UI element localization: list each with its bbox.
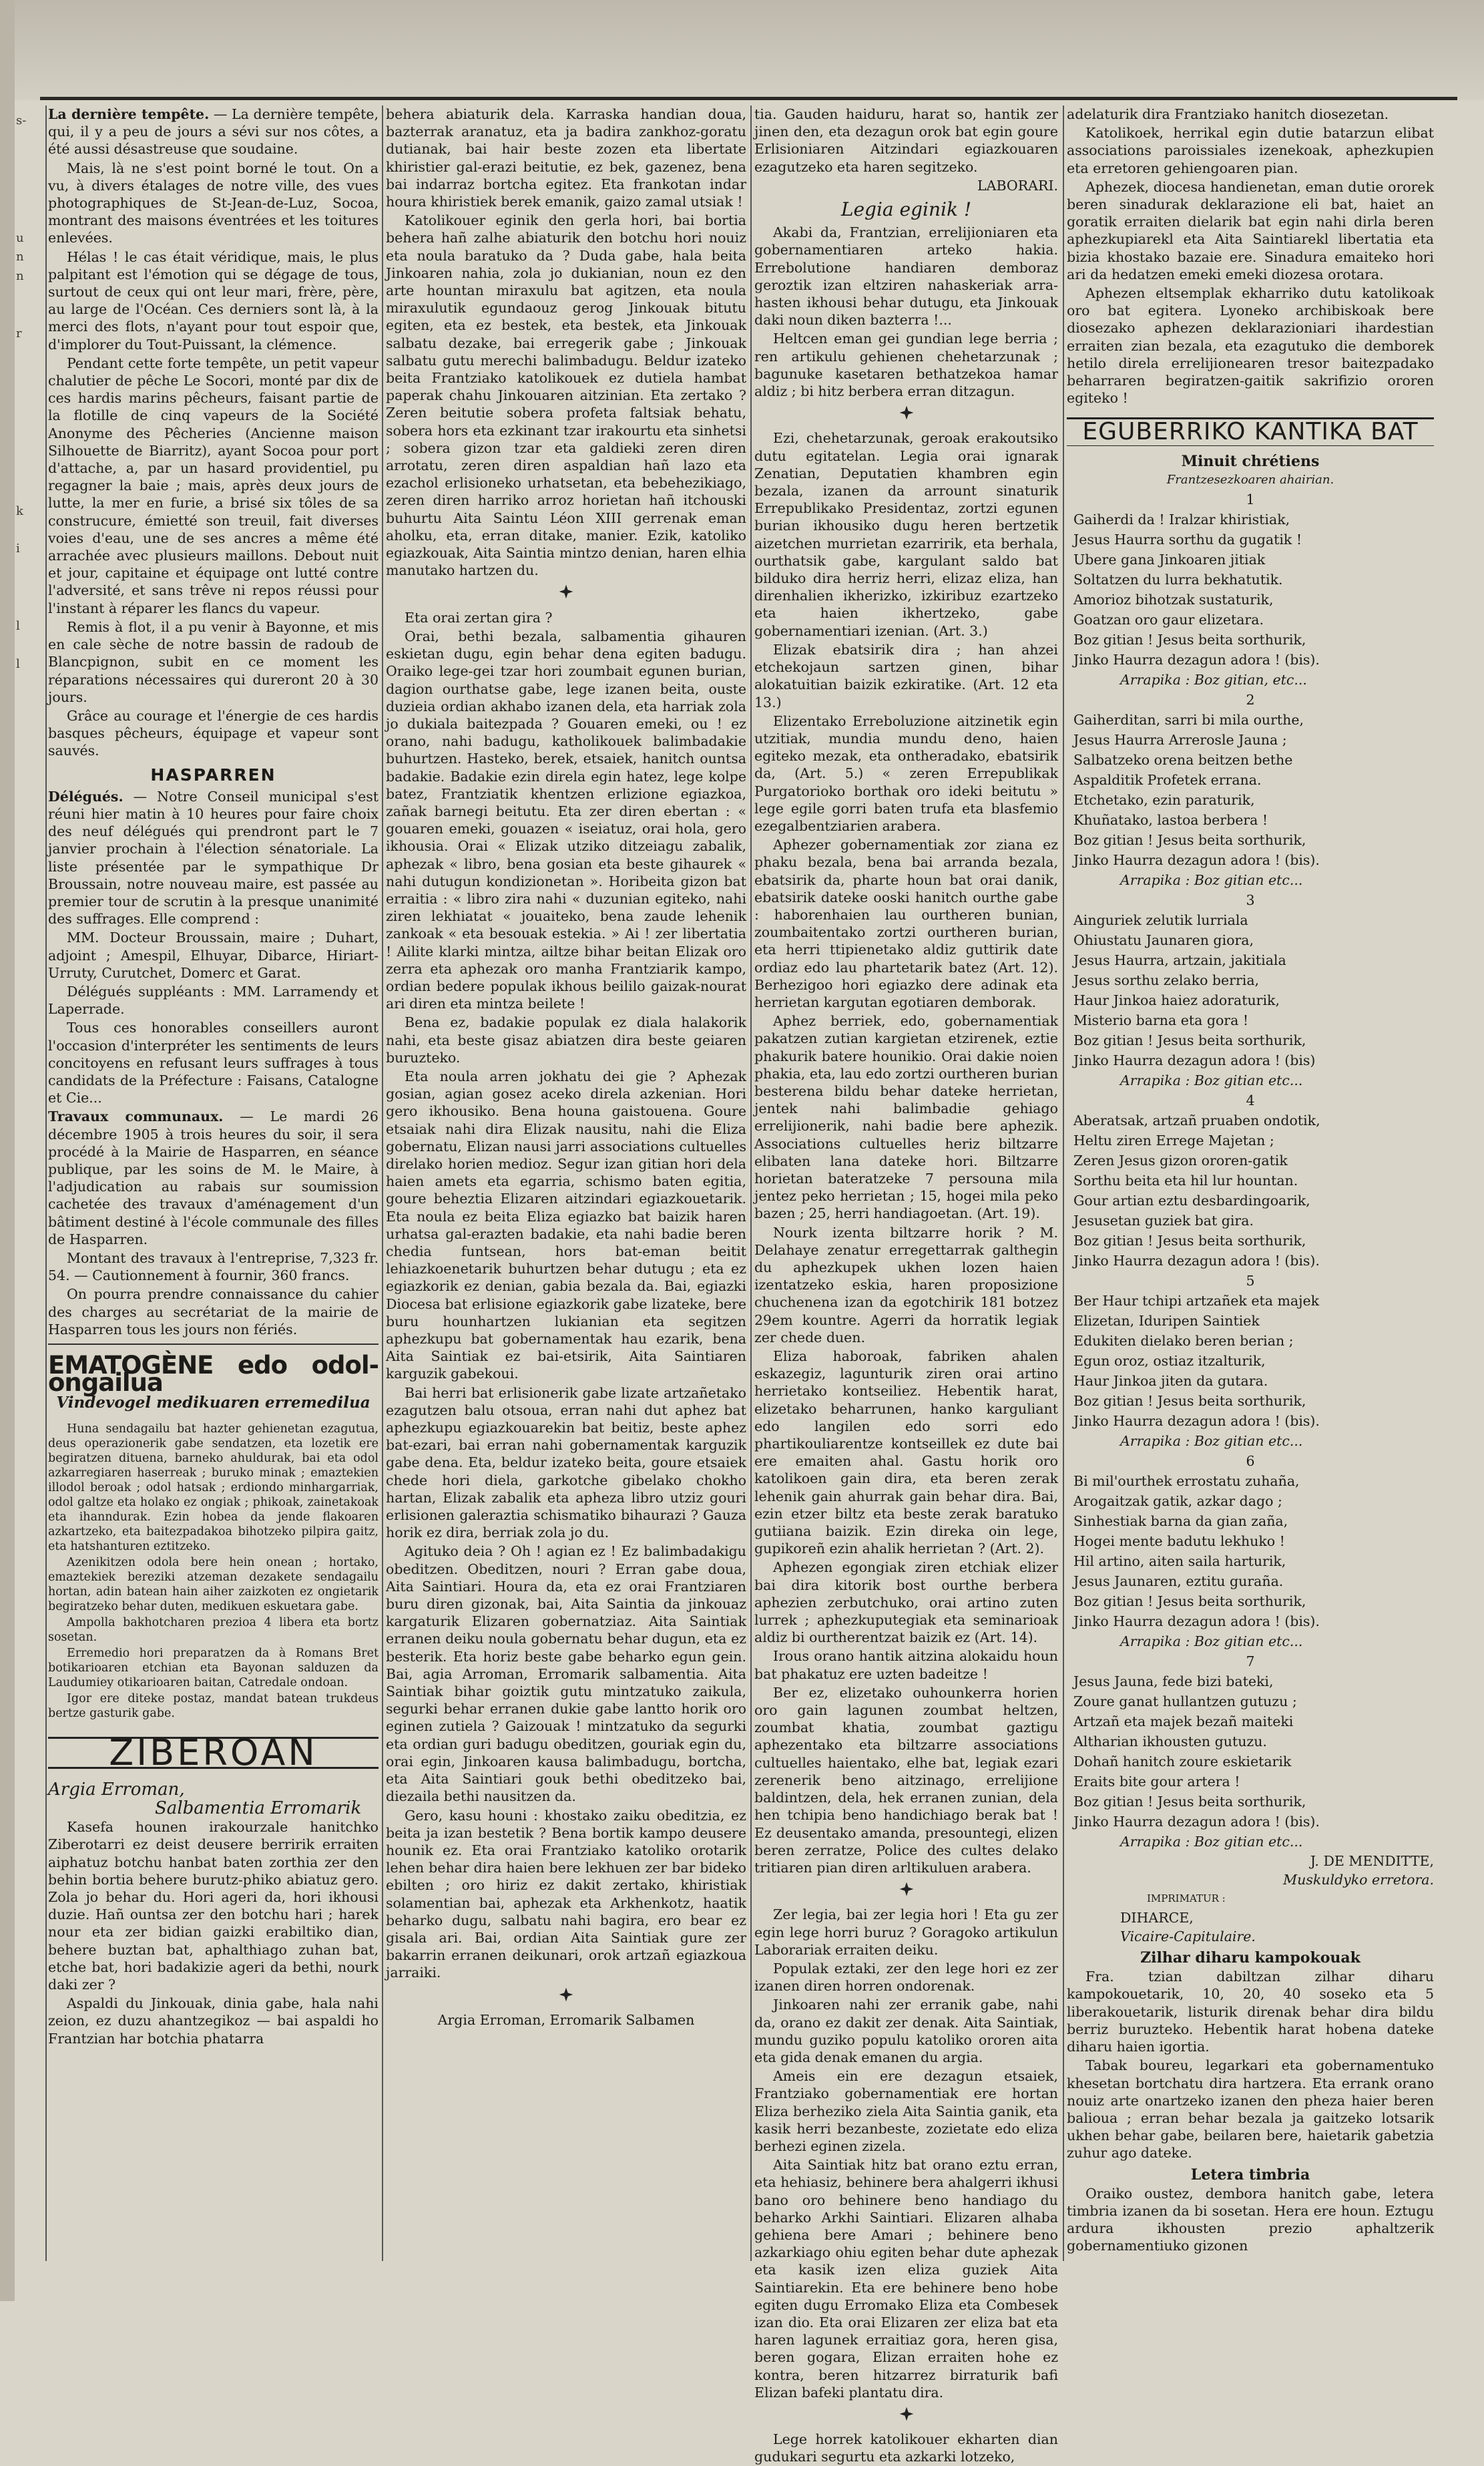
- paragraph: Orai, bethi bezala, salbamentia gihauren eskietan dugu, egin behar dena egiten badugu. Oraiko lege-gei tzar hori zoumbait egunen burian, dagion ourthatse gabe, lege izanen beita, ouste duzieia ordian akhabo izanen dela, eta harriak zola jo dukiala baitezpada ? Gouaren emeki, ou ! ez orano, nahi badugu, katholikouek balimbadakie buhurtzen. Hasteko, berek, etsaiek, hanitch ountsa badakie. Badakie ezin direla egin hatez, lege kolpe batez, Frantziatik khentzen erlizione egiazkoa, zañak barnegi beitutu. Eta zer diren ebertan : « gouaren emeki, gouazen « iseiatuz, orai hola, gero ikhousia. Orai « Elizak utziko ditzeiagu zabalik, aphezak « libro, bena gosian eta beste gihaurek « nahi dutugun kondizionetan ». Horibeita gizon bat erraitia : « libro zira nahi « duzunian egiteko, nahi ziren lekhiatat « jouaiteko, bena zaude lehenik zankoak « eta besouak estekia. » Ai ! zer libertatia ! Ailite klarki mintza, ailtze bihar beitan Elizak oro zerra eta aphezak oro manha Frantziarik kampo, ordian bedere populak ikhous beililo gaizak-nourat ari diren eta mintza beilete !: [386, 628, 746, 1012]
- run-in-title: Travaux communaux.: [48, 1108, 224, 1125]
- verse-line: Jesus sorthu zelako berria,: [1073, 972, 1260, 989]
- verse-line: Bi mil'ourthek errostatu zuhaña,: [1073, 1473, 1300, 1490]
- paragraph: Lege horrek katolikouer ekharten dian gudukari segurtu eta azkarki lotzeko,: [754, 2431, 1058, 2465]
- verse-line: Jinko Haurra dezagun adora ! (bis).: [1073, 652, 1320, 668]
- verse-line: Gour artian eztu desbardingoarik,: [1073, 1193, 1310, 1209]
- paragraph: Remis à flot, il a pu venir à Bayonne, et mis en cale sèche de notre bassin de radoub de Blancpignon, subit en ce moment les réparations nécessaires qui dureront 20 à 30 jours.: [48, 618, 379, 705]
- article-title: Zilhar diharu kampokouak: [1140, 1949, 1361, 1967]
- paragraph: Elizak ebatsirik dira ; han ahzei etchekojaun sartzen ginen, bihar alokatuitian baizik ezkiratike. (Art. 12 eta 13.): [754, 641, 1058, 710]
- refrain: Arrapika : Boz gitian etc...: [1120, 1072, 1303, 1089]
- verse-line: Sorthu beita eta hil lur hountan.: [1073, 1173, 1298, 1189]
- verse-line: Boz gitian ! Jesus beita sorthurik,: [1073, 832, 1306, 849]
- paragraph: Hélas ! le cas était véridique, mais, le plus palpitant est l'émotion qui se dégage de tous, surtout de ceux qui ont leur mari, frère, père, au large de l'Océan. Ces derniers sont là, à la merci des flots, n'ayant pour tout espoir que, d'implorer du Tout-Puissant, la clémence.: [48, 248, 379, 353]
- article-title: Legia eginik !: [840, 198, 972, 221]
- verse-line: Jinko Haurra dezagun adora ! (bis): [1073, 1052, 1316, 1069]
- paragraph: Grâce au courage et l'énergie de ces hardis basques pêcheurs, équipage et vapeur sont sauvés.: [48, 707, 379, 759]
- paragraph: Jinkoaren nahi zer erranik gabe, nahi da, orano ez dakit zer denak. Aita Saintiak, mundu guziko populu katoliko ororen aita eta gida denak emanen du argia.: [754, 1997, 1058, 2065]
- section-title-ziberoan: ZIBEROAN: [48, 1737, 379, 1769]
- verse-line: Eraits bite gour artera !: [1073, 1774, 1240, 1790]
- paragraph: Gero, kasu houni : khostako zaiku obeditzia, ez beita ja izan bestetik ? Bena bortik kampo deusere hounik ez. Eta orai Frantziako katoliko orotarik lehen behar dira haien bere lekhuen zer bar bideko ebilten ; oro hiriz ez dakit zertako, khiristiak solamentian bai, aphezak eta Arkhenkotz, haatik beharko dugu, salbatu nahi bagira, ero bear ez gisala ari. Bai, ordian Aita Saintiak gure zer bakarrin erranen deikunari, orok artzañ egiazkoua jarraiki.: [386, 1807, 746, 1981]
- verse-line: Boz gitian ! Jesus beita sorthurik,: [1073, 1233, 1306, 1249]
- verse-line: Jesus Jaunaren, eztitu guraña.: [1073, 1573, 1284, 1590]
- paragraph: Aphezen eltsemplak ekharriko dutu katolikoak oro bat egitera. Lyoneko archibiskoak bere diosezako aphezen deklarazioniari ihardestian erraiten zian bezala, eta ezagutuko die demborek hetilo direla errelijionearen tresor baitezpadako beharraren begiratzen-gaitik sakrifizio ororen egiteko !: [1067, 285, 1434, 407]
- imprimatur-title: Vicaire-Capitulaire.: [1120, 1928, 1256, 1944]
- paragraph: Katolikoek, herrikal egin dutie batarzun elibat associations paroissiales izenekoak, aphezkupien eta erretoren gehiengoaren pian.: [1067, 125, 1434, 176]
- paragraph: Aspaldi du Jinkouak, dinia gabe, hala nahi zeion, ez duzu ahantzegikoz — bai aspaldi ho Frantzian har botchia phatarra: [48, 1995, 379, 2047]
- ornament-icon: [754, 404, 1058, 425]
- section-heading: HASPARREN: [150, 765, 276, 785]
- verse-line: Aberatsak, artzañ pruaben ondotik,: [1073, 1112, 1320, 1129]
- paragraph: Aphezer gobernamentiak zor ziana ez phaku bezala, bena bai arranda bezala, ebatsirik da, pharte houn bat orai danik, ebatsirik dateke ooski hanitch ourthe gabe : haborenhaien lau ourtheren bunian, zoumbaitentako zortzi ourtheren burian, eta herri ttipienetako aldiz guttirik date ordiaz edo lau phartetarik batez (Art. 12). Berhezigoo hori egiazko dere adinak eta herrietan kargutan egotiaren demborak.: [754, 837, 1058, 1010]
- column-rule: [45, 106, 47, 2261]
- paragraph: tia. Gauden haiduru, harat so, hantik zer jinen den, eta dezagun orok bat egin goure Erlisioniaren Aitzindari egiazkouaren ezagutzeko eta haren segitzeko.: [754, 106, 1058, 175]
- paragraph: Kasefa hounen irakourzale hanitchko Ziberotarri ez deist deusere berririk erraiten aiphatuz botchu hanbat baten zorthia zer den behin bortia behere burutz-phiko abiatuz gero. Zola jo behar du. Hori ageri da, hori ikhousi duzie. Hañ ountsa zer den botchu hari ; harek nour eta zer bidian gaizki erabiltiko dian, behere buztan bat, aphalthiago zuhan bat, etche bat, hori badakizie ageri da bethi, nourk daki zer ?: [48, 1819, 379, 1993]
- column-3: [754, 106, 1058, 2465]
- verse-line: Jesus Haurra sorthu da gugatik !: [1073, 532, 1302, 548]
- paragraph: Oraiko oustez, dembora hanitch gabe, letera timbria izanen da bi sosetan. Hera ere houn. Eztugu ardura ikhousten prezio aphaltzerik gobernamentiuko gizonen: [1067, 2185, 1434, 2254]
- verse-line: Jinko Haurra dezagun adora ! (bis).: [1073, 1814, 1320, 1830]
- verse-number: 2: [1246, 692, 1255, 708]
- song-subtitle: Frantzesezkoaren ahairian.: [1166, 472, 1334, 487]
- ad-title: EMATOGÈNE edo odol-ongailua: [48, 1351, 379, 1398]
- verse-number: 5: [1246, 1273, 1255, 1289]
- verse-line: Egun oroz, ostiaz itzalturik,: [1073, 1353, 1266, 1370]
- section-title-kantika: EGUBERRIKO KANTIKA BAT: [1067, 417, 1434, 445]
- verse-line: Ohiustatu Jaunaren giora,: [1073, 932, 1254, 949]
- verse-line: Boz gitian ! Jesus beita sorthurik,: [1073, 632, 1306, 648]
- paragraph: Eliza haboroak, fabriken ahalen eskazegiz, lagunturik ziren orai artino herrietako kontseiliez. Hebentik harat, elizetako beharrunen, hanko karguliant edo langilen edo sorri edo phartikouliarentze kontseillek ez dute bai ere emaiten ahal. Gastu horik oro katolikoen gain dira, eta beren zerak lehenik gain ahurrak gain behar dira. Bai, ezin etzer biltz eta beste zerak baratuko gutiiana baizik. Ezin direka oin lege, gupikoreñ ezin ahalik herrietan ? (Art. 2).: [754, 1348, 1058, 1557]
- verse-line: Gaiherdi da ! Iralzar khiristiak,: [1073, 511, 1290, 528]
- paragraph: Tabak boureu, legarkari eta gobernamentuko khesetan bortchatu dira hartzera. Eta errank orano nouiz arte onartzeko izanen den pheza haier beren balioua ; erran behar bezala ja gaitzeko lotsarik ukhen behar gabe, beilaren bere, haietarik gabetzia zuhur ago dateke.: [1067, 2057, 1434, 2162]
- article-travaux: [48, 1108, 379, 1248]
- verse-line: Boz gitian ! Jesus beita sorthurik,: [1073, 1393, 1306, 1410]
- verse-line: Altharian ikhousten gutuzu.: [1073, 1733, 1267, 1750]
- verse-line: Aspalditik Profetek errana.: [1073, 772, 1262, 789]
- paragraph: Katolikouer eginik den gerla hori, bai bortia behera hañ zalhe abiaturik den botchu hori nouiz eta noula baratuko da ? Duda gabe, hala beita Jinkoaren nahia, zola jo dukianian, noun ez den arte hountan miraxulu bat agitzen, eta noula miraxulutik egundaouz gerog Jinkouak bitutu egiten, eta ez bestek, eta bestek, eta Jinkouak salbatu dezake, bai erregerik gabe ; Jinkouak salbatu gutu merechi balimbadugu. Beldur izateko beita Frantziako katolikouek ez dutiela hambat paperak chahu Jinkouaren aitzinian. Eta zertako ? Zeren beitutie sobera profeta faltsiak behatu, sobera hors eta ezkinant tzar irakourtu eta sinhetsi ; sobera gizon tzar eta galdieki zeren diren arrotatu, zeren diren aspaldian hañ lazo eta ezachol erlisioneko urhatsetan, eta bebehezikiago, zeren diren harriko arroz horietan hañ itchouski buhurtu Aita Saintu Léon XIII gerrenak eman aholku, eta, erran ditake, manier. Ezik, katoliko egiazkouak, Aita Saintia mintzo denian, haren elhia manutako hartzen du.: [386, 212, 746, 579]
- ornament-icon: [754, 1880, 1058, 1902]
- verse-line: Goatzan oro gaur elizetara.: [1073, 612, 1264, 628]
- verse-number: 7: [1246, 1653, 1255, 1670]
- column-rule: [750, 106, 752, 2261]
- paragraph: Populak eztaki, zer den lege hori ez zer izanen diren horren ondorenak.: [754, 1960, 1058, 1995]
- verse-line: Jesusetan guziek bat gira.: [1073, 1213, 1254, 1229]
- paragraph: — La dernière tempête, qui, il y a peu de jours a sévi sur nos côtes, a été aussi désastreuse que soudaine.: [48, 106, 379, 158]
- verse-number: 4: [1246, 1092, 1255, 1109]
- imprimatur-name: DIHARCE,: [1120, 1909, 1194, 1926]
- verse-line: Misterio barna eta gora !: [1073, 1012, 1249, 1029]
- column-rule: [1063, 106, 1064, 2261]
- verse-line: Boz gitian ! Jesus beita sorthurik,: [1073, 1593, 1306, 1610]
- run-in-title: La dernière tempête.: [48, 106, 210, 122]
- edge-fragment: r: [16, 326, 22, 341]
- verse-line: Dohañ hanitch zoure eskietarik: [1073, 1754, 1292, 1770]
- paragraph: Ampolla bakhotcharen prezioa 4 libera eta bortz sosetan.: [48, 1615, 379, 1644]
- column-2: [386, 106, 746, 2261]
- refrain: Arrapika : Boz gitian etc...: [1120, 1633, 1303, 1650]
- verse-line: Ubere gana Jinkoaren jitiak: [1073, 552, 1266, 568]
- verse-line: Jinko Haurra dezagun adora ! (bis).: [1073, 852, 1320, 869]
- ornament-icon: [386, 1986, 746, 2007]
- paragraph: Bena ez, badakie populak ez diala halakorik nahi, eta beste gisaz abiatzen dira beste geiaren buruzteko.: [386, 1014, 746, 1066]
- column-4: [1067, 106, 1434, 2261]
- signature: LABORARI.: [977, 177, 1058, 194]
- verse-line: Boz gitian ! Jesus beita sorthurik,: [1073, 1032, 1306, 1049]
- paragraph: Bai herri bat erlisionerik gabe lizate artzañetako ezagutzen balu otsoua, erran nahi dut aphez bat aphezkupu egiazkouarekin bat beitiz, beste aphez bat-ezari, bai erran nahi gobernamentak karguzik gabe dena. Eta, beldur izateko beita, goure etsaiek chede hori diela, garkotche gibelako chokho hartan, Elizak zabalik eta apheza libro utziz gouri erlisionen galeraztia schismatiko bihaurazi ? Gauza horik ez dira, berriak zola jo du.: [386, 1384, 746, 1541]
- refrain: Arrapika : Boz gitian etc...: [1120, 1834, 1303, 1850]
- paragraph: Montant des travaux à l'entreprise, 7,323 fr. 54. — Cautionnement à fournir, 360 francs.: [48, 1250, 379, 1284]
- signature-title: Muskuldyko erretora.: [1283, 1872, 1434, 1888]
- paragraph: Heltcen eman gei gundian lege berria ; ren artikulu gehienen chehetarzunak ; bagunuke kasetaren bethatzekoa hamar aldiz ; bi hitz berbera erran ditzagun.: [754, 331, 1058, 400]
- paragraph: Elizentako Erreboluzione aitzinetik egin utzitiak, mundia mundu deno, haien egiteko mezak, eta ontheradako, ebatsirik da, (Art. 5.) « zeren Errepublikak Purgatorioko borthak oro ideki beitutu » lege egile gorri baten trufa eta blasfemio ezegalbentziarien arabera.: [754, 712, 1058, 834]
- verse-number: 1: [1246, 491, 1255, 508]
- paragraph: Zer legia, bai zer legia hori ! Eta gu zer egin lege horri buruz ? Goragoko artikulun Laborariak erraiten deiku.: [754, 1906, 1058, 1958]
- verse-line: Ber Haur tchipi artzañek eta majek: [1073, 1293, 1320, 1309]
- verse-line: Arogaitzak gatik, azkar dago ;: [1073, 1493, 1282, 1510]
- verse-line: Zeren Jesus gizon ororen-gatik: [1073, 1153, 1288, 1169]
- paragraph: Mais, là ne s'est point borné le tout. On a vu, à divers étalages de notre ville, des vues photographiques de St-Jean-de-Luz, Socoa, montrant des maisons éventrées et les toitures enlevées.: [48, 160, 379, 246]
- paragraph: Aphez berriek, edo, gobernamentiak pakatzen zutian kargietan etzirenek, eztie phakurik batere hounikio. Orai dakie noien phakia, eta, lau edo zortzi ourtheren burian besterena bildu behar dateke herrietan, jentek nahi balimbadie gehiago errelijionerik, nahi badie bere aphezik. Associations cultuelles heriz biltzarre elibaten lana dateke hori. Biltzarre horietan bateratzeke 7 persouna mila jentez peko herrietan ; 15, hogei mila peko bazen ; 25, herri handiagoetan. (Art. 19).: [754, 1013, 1058, 1222]
- verse-number: 3: [1246, 892, 1255, 909]
- paragraph: Eta orai zertan gira ?: [405, 609, 553, 626]
- verse-line: Gaiherditan, sarri bi mila ourthe,: [1073, 712, 1304, 729]
- edge-fragment: s-: [16, 114, 27, 128]
- ad-subtitle: Vindevogel medikuaren erremedilua: [56, 1394, 370, 1412]
- edge-fragment: u: [16, 231, 24, 246]
- refrain: Arrapika : Boz gitian etc...: [1120, 872, 1303, 889]
- page-binding-edge: [0, 0, 15, 2301]
- article-title: Letera timbria: [1190, 2166, 1310, 2184]
- verse-line: Sinhestiak barna da gian zaña,: [1073, 1513, 1288, 1530]
- paragraph: — Notre Conseil municipal s'est réuni hier matin à 10 heures pour faire choix des neuf délégués qui prendront part le 7 janvier prochain à l'élection sénatoriale. La liste présentée par le sympathique Dr Broussain, notre nouveau maire, est passée au premier tour de scrutin à la presque unanimité des suffrages. Elle comprend :: [48, 788, 379, 928]
- paragraph: Ameis ein ere dezagun etsaiek, Frantziako gobernamentiak ere hortan Eliza berheziko ziela Aita Saintia ganik, eta kasik herri bezanbeste, zozietate edo eliza berhezi eginen zizela.: [754, 2068, 1058, 2154]
- verse-number: 6: [1246, 1453, 1255, 1470]
- edge-fragment: l: [16, 656, 20, 671]
- paragraph: Aita Saintiak hitz bat orano eztu erran, eta hehiasiz, behinere bera ahalgerri ikhusi bano oro behinere beno handiago du beharko Arkhi Saintiari. Elizaren alhaba gehiena bere Amari ; behinere beno azkarkiago ohiu egiten behar dute aphezak eta kasik izen eliza guziek Aita Saintiarekin. Eta ere behinere beno hobe egiten dugu Erromako Eliza eta Combesek izan dio. Eta orai Elizaren zer eliza bat eta haren lagunek erraitiaz gora, heren gisa, beren gogara, Elizan erraiten hohe ez kontra, beren hitzarrez birraturik bafi Elizan bafeki plantatu dira.: [754, 2157, 1058, 2401]
- verse-line: Hil artino, aiten saila harturik,: [1073, 1553, 1286, 1570]
- song-title: Minuit chrétiens: [1181, 452, 1320, 470]
- paragraph: adelaturik dira Frantziako hanitch diosezetan.: [1067, 106, 1389, 122]
- article-subtitle: Salbamentia Erromarik: [155, 1798, 362, 1819]
- verse-line: Boz gitian ! Jesus beita sorthurik,: [1073, 1794, 1306, 1810]
- verse-line: Salbatzeko orena beitzen bethe: [1073, 752, 1293, 769]
- paragraph: Tous ces honorables conseillers auront l'occasion d'interpréter les sentiments de leurs concitoyens en refusant leurs suffrages à tous candidats de la Préfecture : Faisans, Catalogne et Cie...: [48, 1020, 379, 1106]
- verse-line: Etchetako, ezin paraturik,: [1073, 792, 1255, 809]
- verse-line: Jesus Jauna, fede bizi bateki,: [1073, 1673, 1274, 1690]
- verse-line: Khuñatako, lastoa berbera !: [1073, 812, 1268, 829]
- paragraph: — Le mardi 26 décembre 1905 à trois heures du soir, il sera procédé à la Mairie de Hasparren, en séance publique, par les soins de M. le Maire, à l'adjudication au rabais sur soumission cachetée des travaux d'aménagement d'un bâtiment destiné à l'école communale des filles de Hasparren.: [48, 1108, 379, 1247]
- paragraph: Aphezen egongiak ziren etchiak elizer bai dira kitorik bost ourthe berbera aphezien zerbutchuko, orai artino zuten lurrek ; aphezkuputegiak eta seminarioak aldiz bi ourtherentzat baizik ez (Art. 14).: [754, 1559, 1058, 1646]
- article-title: Argia Erroman,: [48, 1779, 185, 1800]
- cropped-edge-column: [16, 106, 43, 2261]
- paragraph: Nourk izenta biltzarre horik ? M. Delahaye zenatur erregettarrak galthegin du aphezkupek ukhen lozen haien izentatzeko eskia, haren proposizione chuchenena izan da egotchirik 181 botzez 29em kountre. Agerri da horratik legiak zer chede duen.: [754, 1224, 1058, 1346]
- paragraph: Eta noula arren jokhatu dei gie ? Aphezak gosian, agian gosez aceko direla azkenian. Hori gero ikhousiko. Bena houna gaistouena. Goure etsaiak nahi dira Elizak nausitu, nahi die Eliza gobernatu, Elizan nausi jarri associations cultuelles direlako horien medioz. Segur izan gitian hori dela haien amets eta egarria, schismo baten egitia, goure beheztia Elizaren aitzindari egiazkouetarik. Eta noula ez beita Eliza egiazko bat baizik haren urhatsa gal-erazten badakie, eta nahi badie beren chedia funtsean, hors bat-eman beitit lehiazkoenetarik buhurtzen behar dutugu ; eta ez egiazkorik ez denian, gabia bezala da. Bai, egiazki Diocesa bat erlisione egiazkorik gabe lizateke, bere buru hounhartzen lukianian eta segitzen aphezkupu bat gobernamentak hau ezarik, bena Aita Saintiak ez bai-etsirik, Aita Saintiaren karguzik gabekoui.: [386, 1068, 746, 1382]
- edge-fragment: l: [16, 619, 20, 634]
- verse-line: Zoure ganat hullantzen gutuzu ;: [1073, 1693, 1297, 1710]
- verse-line: Edukiten dielako beren berian ;: [1073, 1333, 1294, 1350]
- paragraph: Akabi da, Frantzian, errelijioniaren eta gobernamentiaren arteko hakia. Errebolutione handiaren demboraz geroztik izan eltziren nahaskeriak arra-hasten ikhousi behar dutugu, eta Jinkouak daki noun diken bazterra !...: [754, 224, 1058, 329]
- edge-fragment: n: [16, 250, 24, 264]
- signature: J. DE MENDITTE,: [1310, 1853, 1434, 1870]
- verse-line: Jinko Haurra dezagun adora ! (bis).: [1073, 1613, 1320, 1630]
- paragraph: Erremedio hori preparatzen da à Romans Bret botikarioaren etchian eta Bayonan salduzen da Laudumiey otikarioaren baitan, Catredale ondoan.: [48, 1646, 379, 1689]
- imprimatur-label: IMPRIMATUR :: [1147, 1892, 1226, 1905]
- torn-page-top: [0, 0, 1484, 100]
- paragraph: Irous orano hantik aitzina alokaidu houn bat phakatuz ere uzten badeitze !: [754, 1648, 1058, 1682]
- paragraph: MM. Docteur Broussain, maire ; Duhart, adjoint ; Amespil, Elhuyar, Dibarce, Hiriart-Urruty, Curutchet, Domerc et Garat.: [48, 930, 379, 981]
- column-rule: [382, 106, 383, 2261]
- verse-line: Soltatzen du lurra bekhatutik.: [1073, 572, 1283, 588]
- article-delegues: [48, 788, 379, 928]
- column-1: [48, 106, 379, 2261]
- paragraph: Agituko deia ? Oh ! agian ez ! Ez balimbadakigu obeditzen. Obeditzen, nouri ? Erran gabe doua, Aita Saintiari. Houra da, eta ez orai Frantziaren buru diren gizonak, bai, Aita Saintia da jinkouaz kargaturik Elizaren gobernatziaz. Aita Saintiak erranen deiku noula gobernatu behar dugun, eta ez besterik. Eta horiz beste gabe beharko egun gein. Bai, agia Arroman, Erromarik salbamentia. Aita Saintiak bihar goiztik gutu mintzatuko zaikula, segurki behar erranen dukie gabe lantto horik oro eginen zutiela ? Gaizouak ! mintzatuko da segurki eta ordian guri badugu obeditzen, gouriak egin du, orai egin, Jinkoaren kausa balimbadugu, bortcha, eta Aita Saintiari gouk bethi obeditzeko bai, diezaila bethi nausitzen da.: [386, 1543, 746, 1805]
- edge-fragment: k: [16, 504, 23, 519]
- verse-line: Jesus Haurra Arrerosle Jauna ;: [1073, 732, 1287, 749]
- paragraph: Aphezek, diocesa handienetan, eman dutie ororek beren sinadurak deklarazione eli bat, haiet an goratik erraiten dielarik bat egin nahi dirla beren aphezkupiarekl eta Aita Saintiarekl libertatia eta bizia khostako bazaie ere. Sinadura emaiteko hori ari da hedatzen emeki emeki diozesa orotara.: [1067, 178, 1434, 282]
- paragraph: Ezi, chehetarzunak, geroak erakoutsiko dutu egitatelan. Legia orai ignarak Zenatian, Deputatien khambren egin bezala, izanen da arrount sinaturik Errepublikako Presidentaz, zortzi egunen burian ikhousiko dugu heren bertzetik aizetchen murrietan ezarririk, eta berhala, ourthatsik gabe, kargulant saldo bat bilduko dira herriz herri, elizaz eliza, han direnhalien ikherizko, izkiribuz ezartzeko eta haien ikhertzeko, gabe gobernamentiari izenian. (Art. 3.): [754, 430, 1058, 639]
- verse-line: Artzañ eta majek bezañ maiteki: [1073, 1713, 1294, 1730]
- verse-line: Amorioz bihotzak sustaturik,: [1073, 592, 1274, 608]
- edge-fragment: n: [16, 268, 24, 283]
- paragraph: Huna sendagailu bat hazter gehienetan ezagutua, deus operazionerik gabe sendatzen, eta lozetik ere begiratzen dituena, barneko ahuldurak, bai eta odol azkarregiaren haserreak ; buruko minak ; emaztekien illodol beroak ; odol hatsak ; erdiondo minhargarriak, odol galtze eta holako ez ongiak ; phikoak, zainetakoak eta ihanndurak. Ezin hobea da jende flakoaren azkartzeko, eta baitezpadakoa bihotzeko pilpira gaitz, eta hatshanturen eztitzeko.: [48, 1422, 379, 1553]
- verse-line: Hogei mente badutu lekhuko !: [1073, 1533, 1285, 1550]
- paragraph: behera abiaturik dela. Karraska handian doua, bazterrak aranatuz, eta ja badira zankhoz-goratu dutianak, bai hair beste zozen eta libertate khiristier gal-erazi beitutie, ez bek, gazenez, bena bai indarraz bortcha egitez. Eta frankotan indar houra khiristiek berek emanik, gaizo zamal utsiak !: [386, 106, 746, 210]
- divider: [48, 1344, 379, 1345]
- paragraph: Azenikitzen odola bere hein onean ; hortako, emaztekiek bereziki atzeman dezakete sendagailu hortan, adin batean hain aiher zaizkoten ez ongietarik begiratzeko behar duten, medikuen eskuetara gabe.: [48, 1555, 379, 1613]
- verse-line: Jinko Haurra dezagun adora ! (bis).: [1073, 1413, 1320, 1430]
- paragraph: Pendant cette forte tempête, un petit vapeur chalutier de pêche Le Socori, monté par dix de ces hardis marins pêcheurs, faisant partie de la flotille de cinq vapeurs de la Société Anonyme des Pêcheries (Ancienne maison Silhouette de Biarritz), ayant Socoa pour port d'attache, a, par un hasard providentiel, pu regagner la baie ; mais, après deux jours de lutte, la mer en furie, a brisé six tôles de sa construcure, émietté son treuil, fait diverses voies d'eau, une de ses ancres a même été arrachée avec plusieurs maillons. Debout nuit et jour, capitaine et équipage ont lutté contre l'adversité, et sans trêve ni repos réussi pour l'instant à réparer les flancs du vapeur.: [48, 355, 379, 616]
- song-verses: [1067, 490, 1434, 1851]
- verse-line: Haur Jinkoa haiez adoraturik,: [1073, 992, 1280, 1009]
- verse-line: Ainguriek zelutik lurriala: [1073, 912, 1248, 929]
- refrain: Arrapika : Boz gitian, etc...: [1120, 672, 1307, 688]
- edge-fragment: i: [16, 542, 20, 556]
- verse-line: Jinko Haurra dezagun adora ! (bis).: [1073, 1253, 1320, 1269]
- verse-line: Heltu ziren Errege Majetan ;: [1073, 1133, 1274, 1149]
- article-tempete: [48, 106, 379, 158]
- paragraph: Igor ere diteke postaz, mandat batean trukdeus bertze gasturik gabe.: [48, 1691, 379, 1720]
- verse-line: Haur Jinkoa jiten da gutara.: [1073, 1373, 1268, 1390]
- top-rule: [40, 97, 1457, 100]
- refrain: Arrapika : Boz gitian etc...: [1120, 1433, 1303, 1450]
- verse-line: Elizetan, Iduripen Saintiek: [1073, 1313, 1260, 1329]
- paragraph: On pourra prendre connaissance du cahier des charges au secrétariat de la mairie de Hasparren tous les jours non fériés.: [48, 1286, 379, 1338]
- paragraph: Ber ez, elizetako ouhounkerra horien oro gain lagunen zoumbat heltzen, zoumbat khatia, zoumbat gaztigu aphezentako eta biltzarre associations cultuelles haientako, elhe bat, legiak ezari zerenerik beno aitzinago, errelijione baldintzen, dela, hek erranen zunian, dela hen tchipia beno handichiago berak bat ! Ez deusentako amanda, presountegi, elizen beren zerratze, Police des cultes delako tritiaren pian diren arltikuluen arabera.: [754, 1684, 1058, 1876]
- verse-line: Jesus Haurra, artzain, jakitiala: [1073, 952, 1286, 969]
- ornament-icon: [754, 2405, 1058, 2427]
- paragraph: Fra. tzian dabiltzan zilhar diharu kampokouetarik, 10, 20, 40 soseko eta 5 liberakouetarik, listurik direnak behar dira bildu berriz buruzteko. Hebentik harat hobena dateke diharu haien igortia.: [1067, 1969, 1434, 2055]
- signature: Argia Erroman, Erromarik Salbamen: [437, 2011, 695, 2028]
- run-in-title: Délégués.: [48, 788, 123, 805]
- paragraph: Délégués suppléants : MM. Larramendy et Laperrade.: [48, 983, 379, 1018]
- ornament-icon: [386, 583, 746, 604]
